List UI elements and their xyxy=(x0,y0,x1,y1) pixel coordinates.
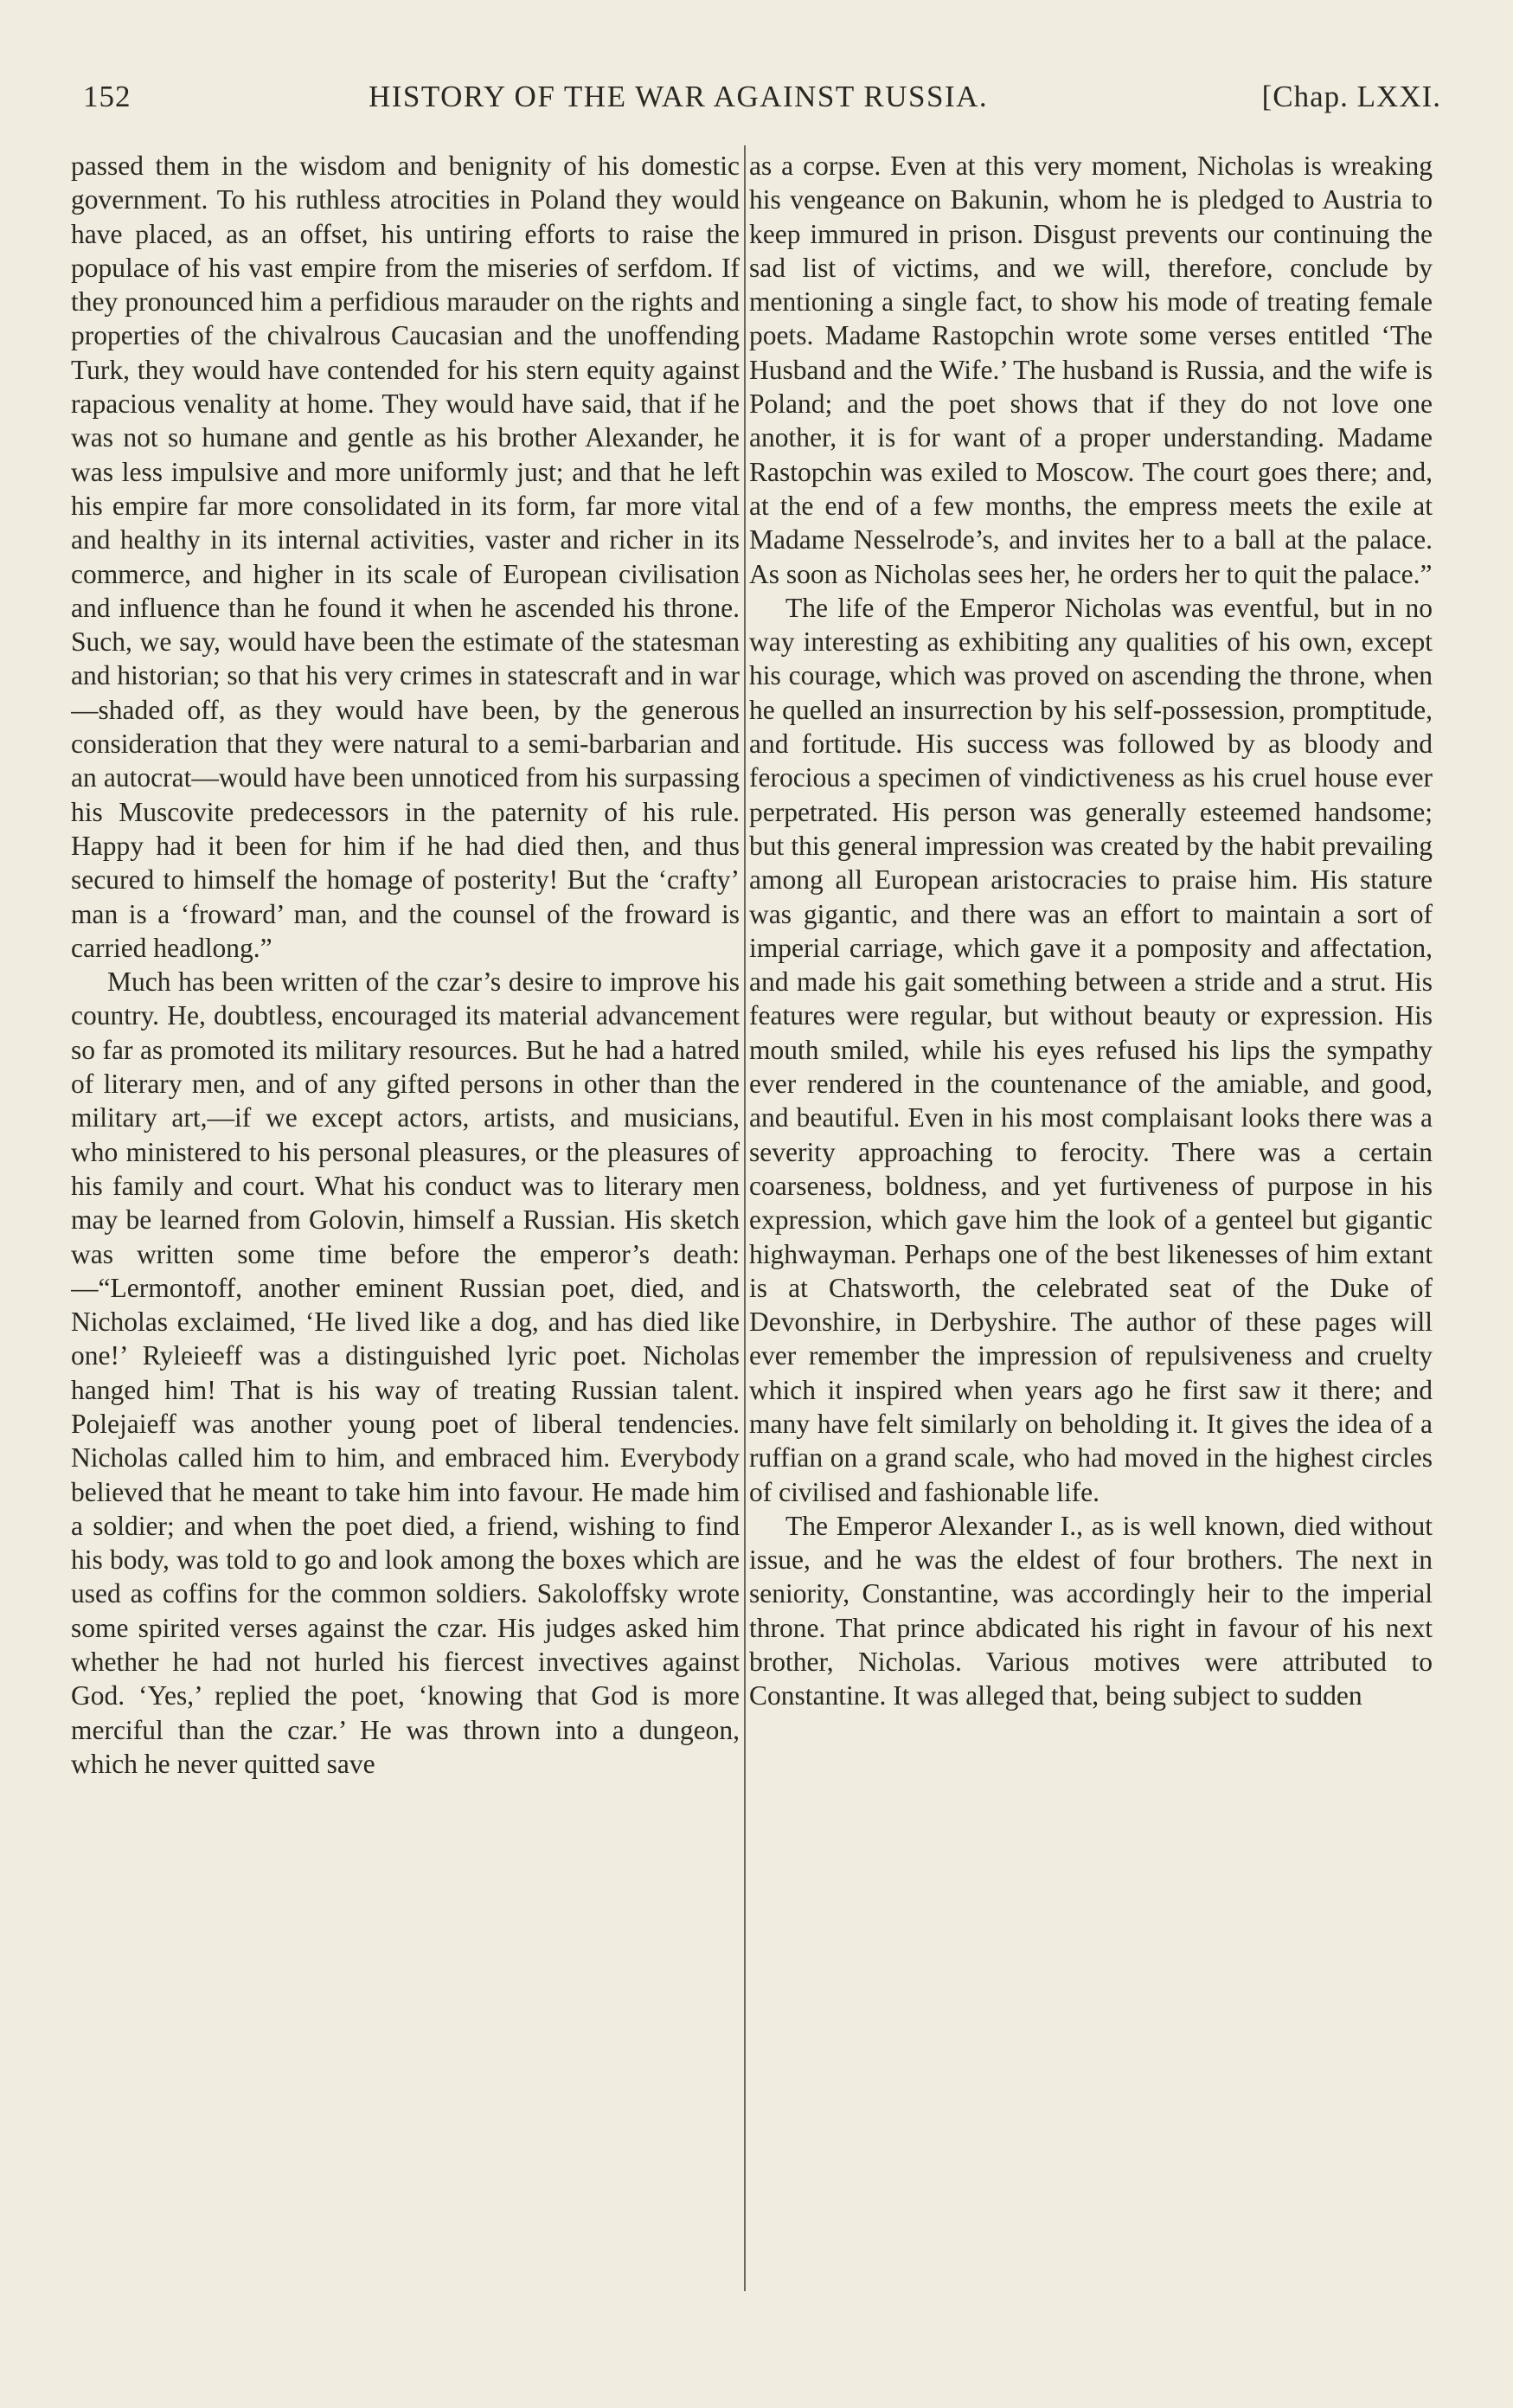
paragraph: The Emperor Alexander I., as is well known, died without issue, and he was the eldest of four brothers. The next in seniority, Constantine, was accordingly heir to the imperial throne. That prince abdicated his right in favour of his next brother, Nicholas. Various motives were attributed to Constantine. It was alleged that, being subject to sudden xyxy=(749,1510,1433,1711)
paragraph: as a corpse. Even at this very moment, Nicholas is wreaking his vengeance on Bakunin, whom he is pledged to Austria to keep immured in prison. Disgust prevents our continuing the sad list of victims, and we will, therefore, conclude by mentioning a single fact, to show his mode of treating female poets. Madame Rastopchin wrote some verses entitled ‘The Husband and the Wife.’ The husband is Russia, and the wife is Poland; and the poet shows that if they do not love one another, it is for want of a proper understanding. Madame Rastopchin was exiled to Moscow. The court goes there; and, at the end of a few months, the empress meets the exile at Madame Nesselrode’s, and invites her to a ball at the palace. As soon as Nicholas sees her, he orders her to quit the palace.” xyxy=(749,151,1433,589)
running-title: HISTORY OF THE WAR AGAINST RUSSIA. xyxy=(369,80,989,113)
chapter-label: [Chap. LXXI. xyxy=(1261,80,1441,113)
running-header xyxy=(83,80,1441,123)
column-divider xyxy=(744,145,746,2291)
paragraph: The life of the Emperor Nicholas was eventful, but in no way interesting as exhibiting any qualities of his own, except his courage, which was proved on ascending the throne, when he quelled an insurrection by his self-possession, promptitude, and fortitude. His success was followed by as bloody and ferocious a specimen of vindictiveness as his cruel house ever perpetrated. His person was generally esteemed handsome; but this general impression was created by the habit prevailing among all European aristocracies to praise him. His stature was gigantic, and there was an effort to maintain a sort of imperial carriage, which gave it a pomposity and affectation, and made his gait something between a stride and a strut. His features were regular, but without beauty or expression. His mouth smiled, while his eyes refused his lips the sympathy ever rendered in the countenance of the amiable, and good, and beautiful. Even in his most complaisant looks there was a severity approaching to ferocity. There was a certain coarseness, boldness, and yet furtiveness of purpose in his expression, which gave him the look of a genteel but gigantic highwayman. Perhaps one of the best likenesses of him extant is at Chatsworth, the celebrated seat of the Duke of Devonshire, in Derbyshire. The author of these pages will ever remember the impression of repulsiveness and cruelty which it inspired when years ago he first saw it there; and many have felt similarly on beholding it. It gives the idea of a ruffian on a grand scale, who had moved in the highest circles of civilised and fashionable life. xyxy=(749,592,1433,1507)
page-number: 152 xyxy=(83,80,131,113)
paragraph: Much has been written of the czar’s desire to improve his country. He, doubtless, encouraged its material advancement so far as promoted its military resources. But he had a hatred of literary men, and of any gifted persons in other than the military art,—if we except actors, artists, and musicians, who ministered to his personal pleasures, or the pleasures of his family and court. What his conduct was to literary men may be learned from Golovin, himself a Russian. His sketch was written some time before the emperor’s death:—“Lermontoff, another eminent Russian poet, died, and Nicholas exclaimed, ‘He lived like a dog, and has died like one!’ Ryleieeff was a distinguished lyric poet. Nicholas hanged him! That is his way of treating Russian talent. Polejaieff was another young poet of liberal tendencies. Nicholas called him to him, and embraced him. Everybody believed that he meant to take him into favour. He made him a soldier; and when the poet died, a friend, wishing to find his body, was told to go and look among the boxes which are used as coffins for the common soldiers. Sakoloffsky wrote some spirited verses against the czar. His judges asked him whether he had not hurled his fiercest invectives against God. ‘Yes,’ replied the poet, ‘knowing that God is more merciful than the czar.’ He was thrown into a dungeon, which he never quitted save xyxy=(71,966,740,1779)
left-column xyxy=(71,149,740,2295)
paragraph: passed them in the wisdom and benignity of his domestic government. To his ruthless atrocities in Poland they would have placed, as an offset, his untiring efforts to raise the populace of his vast empire from the miseries of serfdom. If they pronounced him a perfidious marauder on the rights and properties of the chivalrous Caucasian and the unoffending Turk, they would have contended for his stern equity against rapacious venality at home. They would have said, that if he was not so humane and gentle as his brother Alexander, he was less impulsive and more uniformly just; and that he left his empire far more consolidated in its form, far more vital and healthy in its internal activities, vaster and richer in its commerce, and higher in its scale of European civilisation and influence than he found it when he ascended his throne. Such, we say, would have been the estimate of the statesman and historian; so that his very crimes in statescraft and in war—shaded off, as they would have been, by the generous consideration that they were natural to a semi-barbarian and an autocrat—would have been unnoticed from his surpassing his Muscovite predecessors in the paternity of his rule. Happy had it been for him if he had died then, and thus secured to himself the homage of posterity! But the ‘crafty’ man is a ‘froward’ man, and the counsel of the froward is carried headlong.” xyxy=(71,151,740,963)
right-column xyxy=(749,149,1433,2295)
